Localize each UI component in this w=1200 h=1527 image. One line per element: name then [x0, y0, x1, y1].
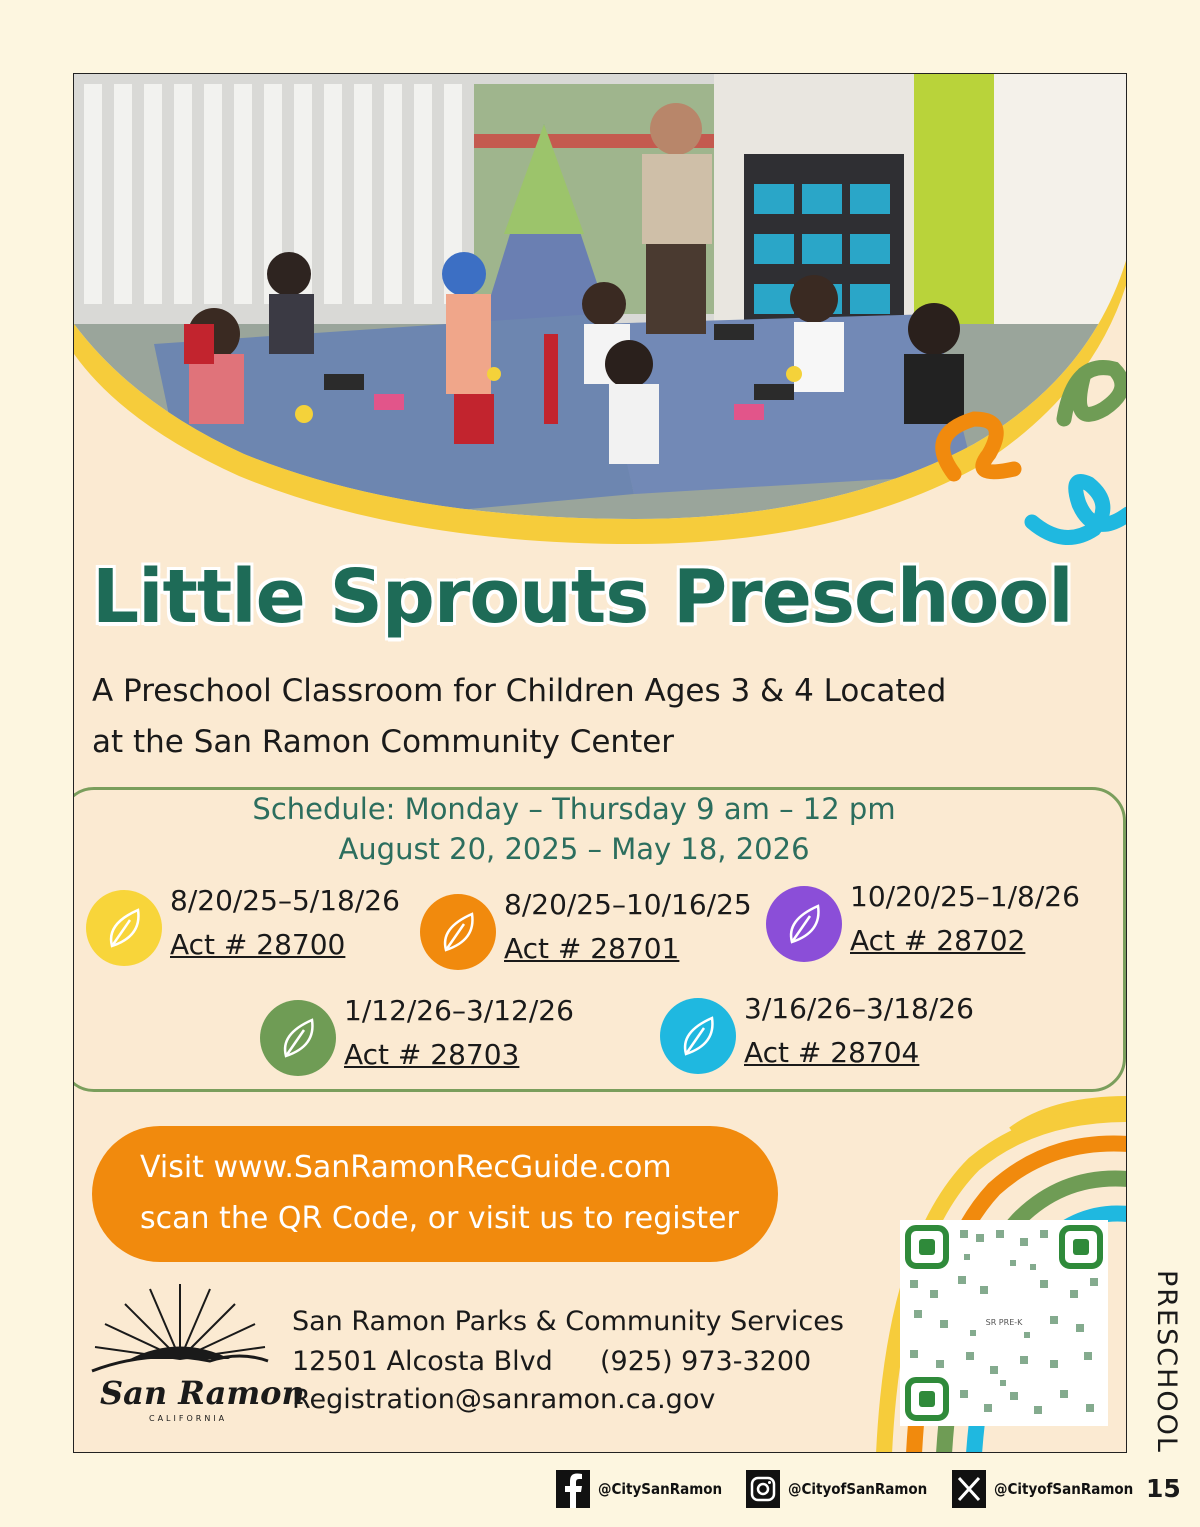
leaf-icon: [260, 1000, 336, 1076]
leaf-icon: [420, 894, 496, 970]
leaf-icon: [86, 890, 162, 966]
phone-number[interactable]: (925) 973-3200: [600, 1346, 812, 1377]
section-side-label: PRESCHOOL: [1151, 1270, 1182, 1454]
organization-name: San Ramon Parks & Community Services: [292, 1306, 844, 1337]
page-title: Little Sprouts Preschool: [92, 554, 1073, 640]
activity-number-link[interactable]: Act # 28703: [344, 1038, 520, 1071]
session-dates: 3/16/26–3/18/26: [744, 992, 974, 1025]
subtitle-line-1: A Preschool Classroom for Children Ages 3 & 4 Located: [92, 673, 947, 709]
session-dates: 10/20/25–1/8/26: [850, 880, 1080, 913]
session-dates: 8/20/25–10/16/25: [504, 888, 752, 921]
subtitle: [92, 666, 1052, 768]
cta-instructions-line: scan the QR Code, or visit us to register: [140, 1201, 739, 1236]
logo-wordmark: San Ramon: [100, 1374, 305, 1412]
page-number: 15: [1146, 1474, 1181, 1503]
schedule-days: Schedule: Monday – Thursday 9 am – 12 pm: [252, 792, 896, 826]
register-cta-banner[interactable]: [92, 1126, 778, 1262]
cta-website-line[interactable]: Visit www.SanRamonRecGuide.com: [140, 1150, 672, 1185]
logo-subtitle: CALIFORNIA: [149, 1414, 228, 1423]
activity-number-link[interactable]: Act # 28701: [504, 932, 680, 965]
qr-code[interactable]: [900, 1220, 1108, 1426]
flyer-page: [73, 73, 1127, 1453]
schedule-dates: August 20, 2025 – May 18, 2026: [338, 832, 810, 866]
activity-number-link[interactable]: Act # 28702: [850, 924, 1026, 957]
registration-email[interactable]: Registration@sanramon.ca.gov: [292, 1384, 716, 1415]
activity-number-link[interactable]: Act # 28700: [170, 928, 346, 961]
facebook-handle: @CitySanRamon: [598, 1480, 723, 1498]
instagram-handle: @CityofSanRamon: [788, 1480, 928, 1498]
leaf-icon: [660, 998, 736, 1074]
session-dates: 1/12/26–3/12/26: [344, 994, 574, 1027]
subtitle-line-2: at the San Ramon Community Center: [92, 724, 675, 760]
x-handle: @CityofSanRamon: [994, 1480, 1134, 1498]
leaf-icon: [766, 886, 842, 962]
instagram-icon: [746, 1470, 780, 1508]
x-icon: [952, 1470, 986, 1508]
activity-number-link[interactable]: Act # 28704: [744, 1036, 920, 1069]
address: 12501 Alcosta Blvd: [292, 1346, 553, 1377]
qr-center-label: SR PRE-K: [979, 1314, 1029, 1332]
san-ramon-sun-logo: [90, 1279, 270, 1379]
facebook-icon: [556, 1470, 590, 1508]
session-dates: 8/20/25–5/18/26: [170, 884, 400, 917]
